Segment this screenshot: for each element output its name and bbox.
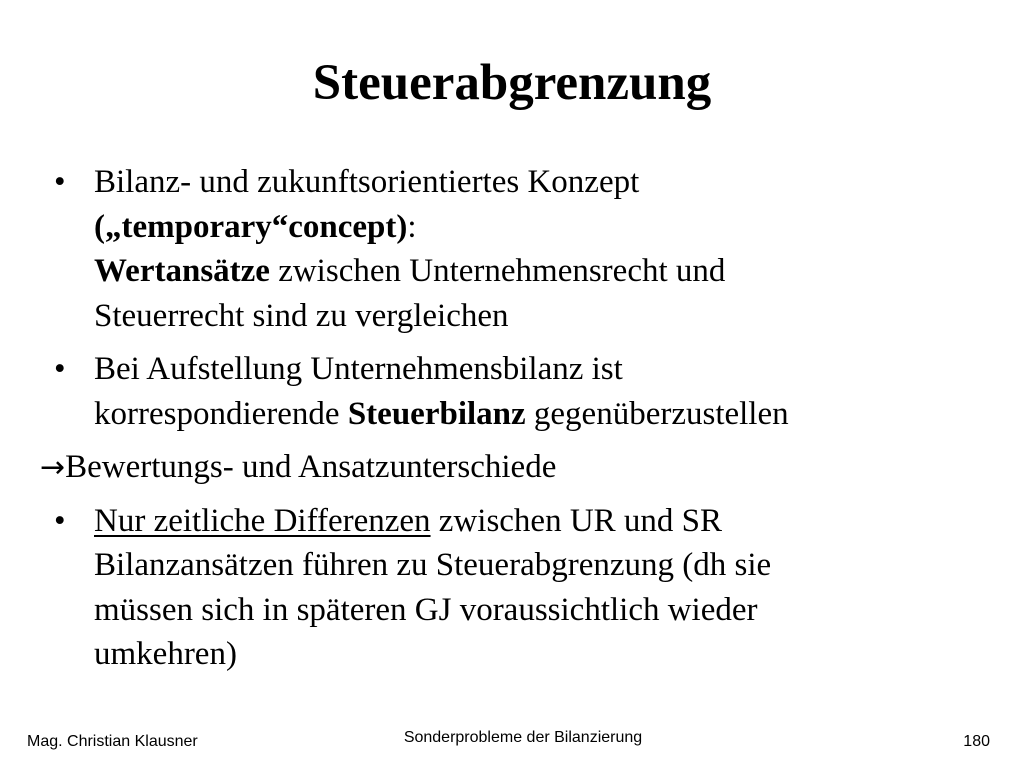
- bullet-line: Steuerrecht sind zu vergleichen: [94, 297, 509, 334]
- text-run: zwischen Unternehmensrecht und: [269, 253, 726, 289]
- bullet-line: Bei Aufstellung Unternehmensbilanz ist: [94, 351, 623, 387]
- bold-term: Steuerbilanz: [347, 395, 526, 432]
- arrow-right-icon: →: [40, 450, 66, 485]
- bullet-line: müssen sich in späteren GJ voraussichtlich wieder: [94, 591, 758, 628]
- bullet-line: [94, 392, 984, 437]
- arrow-item-text: Bewertungs- und Ansatzunterschiede: [65, 449, 557, 485]
- footer-topic: Sonderprobleme der Bilanzierung: [403, 729, 643, 746]
- bullet-line: Bilanz- und zukunftsorientiertes Konzept: [94, 164, 640, 200]
- bullet-item-concept: [54, 160, 984, 338]
- bullet-icon: •: [54, 164, 66, 200]
- bullet-icon: •: [54, 351, 66, 387]
- text-run: zwischen UR und SR: [430, 502, 723, 539]
- bullet-line: umkehren): [94, 636, 237, 672]
- footer-page-number: 180: [963, 733, 990, 750]
- slide-title: Steuerabgrenzung: [312, 55, 712, 111]
- underlined-term: Nur zeitliche Differenzen: [94, 502, 431, 539]
- slide-content: [40, 160, 984, 686]
- bold-term: („temporary“concept): [94, 208, 408, 245]
- arrow-item-bewertung: [40, 445, 984, 491]
- text-run: gegenüberzustellen: [525, 395, 789, 432]
- footer-author: Mag. Christian Klausner: [27, 733, 198, 750]
- bullet-item-steuerbilanz: [54, 347, 984, 436]
- bullet-icon: •: [54, 502, 66, 539]
- bullet-line: [94, 499, 984, 544]
- bullet-line: [94, 205, 984, 250]
- text-run: :: [407, 208, 417, 245]
- text-run: korrespondierende: [94, 395, 348, 432]
- bold-term: Wertansätze: [94, 253, 270, 289]
- bullet-item-differenzen: [54, 499, 984, 677]
- bullet-line: [94, 249, 984, 294]
- bullet-line: Bilanzansätzen führen zu Steuerabgrenzung (dh sie: [94, 547, 772, 583]
